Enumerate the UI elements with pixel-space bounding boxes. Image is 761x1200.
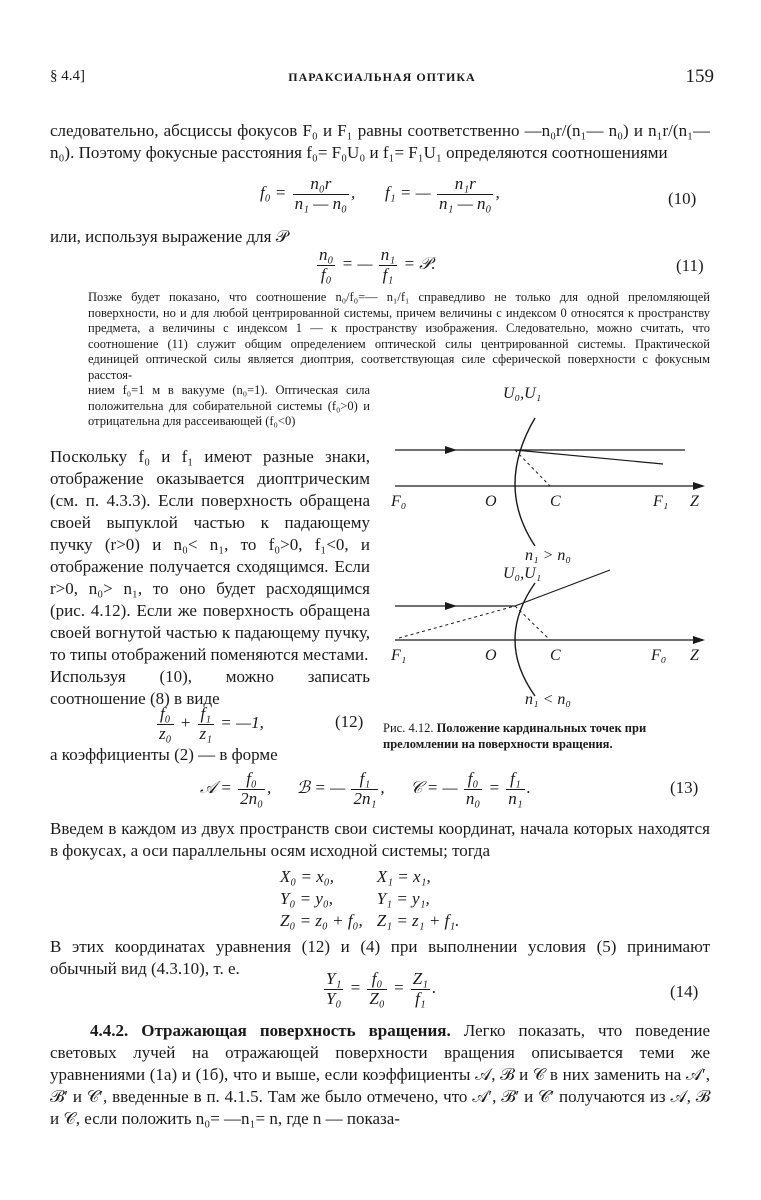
caption-text: Положение кардинальных точек при преломлении на поверхности вращения.	[383, 721, 647, 751]
top-condition: n₁ > n₀	[525, 547, 571, 564]
paragraph-8: Легко показать, что поведение световых лучей на отражающей поверхности вращения описывается теми же уравнениями (1а) и (1б), что и выше, если коэффициенты 𝒜, ℬ и 𝒞 в них заменить на 𝒜′, ℬ′ и 𝒞′, введенные в п. 4.1.5. Там же было отмечено, что 𝒜′, ℬ′ и 𝒞′ получаются из 𝒜, ℬ и 𝒞, если положить n₀= —n₁= n, где n — показа-	[50, 1021, 711, 1128]
figure-caption	[383, 720, 713, 752]
paragraph-5: а коэффициенты (2) — в форме	[50, 745, 278, 764]
equation-11: $\frac{\text{n₀}}{\text{f₀}}$ = — $\frac{\text{n₁}}{\text{f₁}}$ = 𝒫.	[319, 245, 436, 284]
top-ray-refracted	[515, 450, 663, 464]
coordinate-system: X₀ = x₀, X₁ = x₁, Y₀ = y₀, Y₁ = y₁, Z₀ = z₀ + f₀, Z₁ = z₁ + f₁.	[280, 867, 460, 930]
eq10-label: (10)	[668, 189, 697, 208]
eq13-label: (13)	[670, 778, 699, 797]
bottom-axis-label: U₀,U₁	[503, 565, 542, 582]
diagram-bottom	[390, 565, 705, 708]
bottom-ray-extension	[399, 606, 515, 638]
page-number: 159	[685, 66, 714, 87]
equation-14: $\frac{\text{Y₁}}{\text{Y₀}}$ = $\frac{\text{f₀}}{\text{Z₀}}$ = $\frac{\text{Z₁}}{\text{f₁}}$ .	[326, 969, 437, 1008]
eq10-lhs2: f₁ = —	[385, 183, 431, 203]
caption-number: Рис. 4.12.	[383, 721, 434, 735]
paragraph-3: Поскольку f₀ и f₁ имеют разные знаки, отображение оказывается диоптрическим (см. п. 4.3.3). Если поверхность обращена своей выпуклой частью к падающему пучку (r>0) и n₀< n₁, то f₀>0, f₁<0, и отображение получается сходящимся. Если r>0, n₀> n₁, то оно будет расходящимся (рис. 4.12). Если же поверхность обращена своей вогнутой частью к падающему пучку, то типы отображений поменяются местами.	[50, 447, 370, 664]
top-axis-label: U₀,U₁	[503, 385, 542, 402]
top-ray-arrow	[445, 446, 457, 454]
section-heading: 4.4.2. Отражающая поверхность вращения.	[90, 1021, 451, 1040]
top-c-label: C	[550, 493, 561, 510]
equation-13: 𝒜 = $\frac{\text{f₀}}{\text{2n₀}}$ , ℬ = — $\frac{\text{f₁}}{\text{2n₁}}$ , 𝒞 = — $\frac{\text{f₀}}{\text{n₀}}$ = $\frac{\text{f₁}}{\text{n₁}}$ .	[200, 769, 531, 808]
bottom-c-label: C	[550, 647, 561, 664]
equation-12: $\frac{\text{f₀}}{\text{z₀}}$ + $\frac{\text{f₁}}{\text{z₁}}$ = —1,	[159, 704, 264, 743]
bottom-f1-label: F₁	[391, 647, 407, 664]
diagram-top	[390, 385, 705, 564]
top-f1-label: F₁	[653, 493, 669, 510]
paragraph-4: Используя (10), можно записать соотношение (8) в виде	[50, 667, 370, 708]
eq12-label: (12)	[335, 712, 364, 731]
eq10-frac2: $\frac{\text{n₁r}}{\text{n₁ — n₀}}$	[439, 174, 492, 213]
top-z-label: Z	[690, 493, 699, 510]
top-surface	[515, 418, 535, 546]
top-f0-label: F₀	[391, 493, 407, 510]
section-4-4-2	[50, 1020, 710, 1130]
paragraph-6: Введем в каждом из двух пространств свои системы координат, начала которых находятся в фокусах, а оси параллельны осям исходной системы; тогда	[50, 819, 710, 860]
figure-4-12	[385, 378, 715, 708]
section-ref: § 4.4]	[50, 68, 85, 84]
bottom-f0-label: F₀	[651, 647, 667, 664]
bottom-condition: n₁ < n₀	[525, 691, 571, 708]
equation-10: f₀ = $\frac{\text{n₀r}}{\text{n₁ — n₀}}$ , f₁ = — $\frac{\text{n₁r}}{\text{n₁ — n₀}}$ ,	[260, 174, 500, 213]
note-narrow: нием f₀=1 м в вакууме (n₀=1). Оптическая сила положительна для собирательной системы (f₀>0) и отрицательна для рассеивающей (f₀<0)	[88, 383, 370, 428]
eq10-frac1: $\frac{\text{n₀r}}{\text{n₁ — n₀}}$	[294, 174, 348, 213]
eq14-label: (14)	[670, 982, 699, 1001]
bottom-o-label: O	[485, 647, 497, 664]
paragraph-1: следовательно, абсциссы фокусов F₀ и F₁ равны соответственно —n₀r/(n₁— n₀) и n₁r/(n₁— n₀). Поэтому фокусные расстояния f₀= F₀U₀ и f₁= F₁U₁ определяются соотношениями	[50, 121, 710, 162]
top-o-label: O	[485, 493, 497, 510]
note-full: Позже будет показано, что соотношение n₀/f₀=— n₁/f₁ справедливо не только для одной преломляющей поверхности, но и для любой центрированной системы, причем величины с индексом 0 относятся к пространству предмета, а величины с индексом 1 — к пространству изображения. Следовательно, можно считать, что соотношение (11) служит общим определением оптической силы центрированной системы. Практической единицей оптической силы является диоптрия, соответствующая силе сферической поверхности с фокусным расстоя-	[88, 290, 710, 382]
top-normal	[515, 450, 550, 486]
running-title: ПАРАКСИАЛЬНАЯ ОПТИКА	[288, 70, 476, 84]
paragraph-2: или, используя выражение для 𝒫	[50, 227, 288, 246]
eq10-lhs1: f₀ =	[260, 183, 287, 203]
bottom-z-label: Z	[690, 647, 699, 664]
page-header	[50, 68, 714, 90]
paragraph-7: В этих координатах уравнения (12) и (4) при выполнении условия (5) принимают обычный вид (4.3.10), т. е.	[50, 937, 710, 978]
eq11-label: (11)	[676, 256, 704, 275]
